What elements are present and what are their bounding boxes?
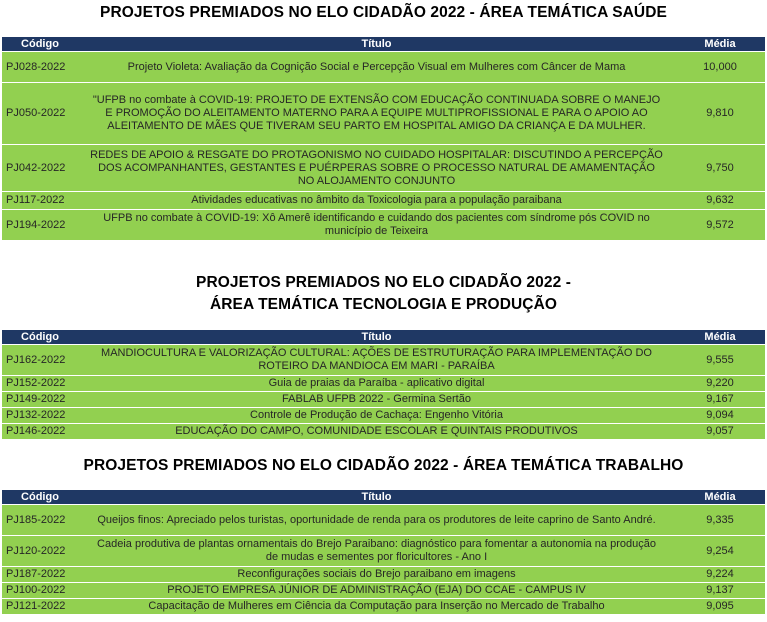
header-avg: Média [704, 38, 736, 50]
cell-code: PJ162-2022 [6, 353, 66, 366]
cell-avg: 9,254 [706, 544, 734, 557]
cell-code: PJ132-2022 [6, 409, 66, 421]
table-row [2, 52, 765, 83]
section-title-line: PROJETOS PREMIADOS NO ELO CIDADÃO 2022 - [196, 274, 571, 291]
cell-avg: 9,137 [706, 584, 734, 596]
cell-avg: 9,057 [706, 425, 734, 437]
table-row [2, 599, 765, 615]
cell-title: Guia de praias da Paraíba - aplicativo digital [268, 377, 485, 389]
cell-avg: 9,335 [706, 513, 734, 526]
cell-code: PJ121-2022 [6, 600, 66, 612]
cell-avg: 9,810 [706, 107, 734, 119]
section-title-saude [0, 2, 767, 24]
table-row [2, 145, 765, 192]
cell-code: PJ185-2022 [6, 513, 66, 526]
cell-avg: 9,220 [706, 377, 734, 389]
header-avg: Média [704, 331, 736, 343]
cell-title: "UFPB no combate à COVID-19: PROJETO DE EXTENSÃO COM EDUCAÇÃO CONTINUADA SOBRE O MANEJO E PROMOÇÃO DO ALEITAMENTO MATERNO PARA A EQUIPE MULTIPROFISSIONAL E PARA O APOIO AO ALEITAMENTO DE MÃES QUE TIVERAM SEU PARTO EM HOSPITAL AMIGO DA CRIANÇA E DA MULHER. [92, 94, 661, 132]
cell-avg: 10,000 [703, 60, 737, 73]
cell-title: Capacitação de Mulheres em Ciência da Computação para Inserção no Mercado de Trabalho [148, 600, 605, 612]
cell-avg: 9,094 [706, 409, 734, 421]
cell-avg: 9,632 [706, 194, 734, 206]
cell-code: PJ117-2022 [6, 194, 65, 206]
table-row [2, 583, 765, 599]
cell-avg: 9,555 [706, 353, 734, 366]
header-title: Título [361, 491, 392, 503]
cell-title: UFPB no combate à COVID-19: Xô Amerê identificando e cuidando dos pacientes com síndrome pós COVID no município de Teixeira [103, 212, 650, 237]
section-title-trabalho [0, 455, 767, 477]
table-header [2, 490, 765, 505]
cell-title: Cadeia produtiva de plantas ornamentais do Brejo Paraibano: diagnóstico para fomentar a autonomia na produção de mudas e sementes por floricultores - Ano I [97, 538, 656, 563]
cell-title: FABLAB UFPB 2022 - Germina Sertão [282, 393, 471, 405]
cell-code: PJ149-2022 [6, 393, 66, 405]
cell-code: PJ042-2022 [6, 161, 66, 174]
cell-avg: 9,095 [706, 600, 734, 612]
cell-title: Reconfigurações sociais do Brejo paraibano em imagens [237, 568, 516, 580]
cell-avg: 9,224 [706, 568, 734, 580]
table-trabalho [2, 490, 765, 615]
table-row [2, 192, 765, 210]
cell-code: PJ050-2022 [6, 107, 66, 119]
table-row [2, 536, 765, 567]
section-title-line: ÁREA TEMÁTICA TECNOLOGIA E PRODUÇÃO [209, 296, 558, 313]
table-header [2, 37, 765, 52]
section-title-line: PROJETOS PREMIADOS NO ELO CIDADÃO 2022 - ÁREA TEMÁTICA SAÚDE [100, 4, 667, 21]
cell-title: EDUCAÇÃO DO CAMPO, COMUNIDADE ESCOLAR E QUINTAIS PRODUTIVOS [175, 425, 578, 437]
table-row [2, 210, 765, 241]
cell-code: PJ187-2022 [6, 568, 66, 580]
section-title-tecnologia [0, 272, 767, 316]
cell-avg: 9,572 [706, 218, 734, 231]
cell-code: PJ146-2022 [6, 425, 66, 437]
cell-code: PJ120-2022 [6, 544, 66, 557]
table-row [2, 376, 765, 392]
cell-title: PROJETO EMPRESA JÚNIOR DE ADMINISTRAÇÃO (EJA) DO CCAE - CAMPUS IV [167, 584, 586, 596]
section-title-line: PROJETOS PREMIADOS NO ELO CIDADÃO 2022 - ÁREA TEMÁTICA TRABALHO [83, 457, 684, 474]
cell-avg: 9,167 [706, 393, 734, 405]
table-tecnologia [2, 330, 765, 440]
table-row [2, 505, 765, 536]
table-row [2, 83, 765, 145]
table-row [2, 392, 765, 408]
cell-code: PJ100-2022 [6, 584, 66, 596]
cell-code: PJ194-2022 [6, 218, 66, 231]
cell-title: REDES DE APOIO & RESGATE DO PROTAGONISMO NO CUIDADO HOSPITALAR: DISCUTINDO A PERCEPÇÃO DOS ACOMPANHANTES, GESTANTES E PUÉRPERAS SOBRE O PROCESSO NATURAL DE AMAMENTAÇÃO NO ALOJAMENTO CONJUNTO [90, 148, 663, 187]
cell-title: Controle de Produção de Cachaça: Engenho Vitória [250, 409, 503, 421]
header-title: Título [361, 331, 392, 343]
cell-title: Queijos finos: Apreciado pelos turistas, oportunidade de renda para os produtores de leite caprino de Santo André. [97, 513, 656, 526]
cell-code: PJ152-2022 [6, 377, 66, 389]
header-code: Código [21, 38, 59, 50]
header-code: Código [21, 331, 59, 343]
header-avg: Média [704, 491, 736, 503]
table-row [2, 567, 765, 583]
cell-title: MANDIOCULTURA E VALORIZAÇÃO CULTURAL: AÇÕES DE ESTRUTURAÇÃO PARA IMPLEMENTAÇÃO DO ROTEIRO DA MANDIOCA EM MARI - PARAÍBA [101, 347, 652, 372]
header-code: Código [21, 491, 59, 503]
cell-title: Atividades educativas no âmbito da Toxicologia para a população paraibana [191, 194, 562, 206]
cell-title: Projeto Violeta: Avaliação da Cognição Social e Percepção Visual em Mulheres com Câncer de Mama [127, 60, 626, 73]
cell-avg: 9,750 [706, 161, 734, 174]
header-title: Título [361, 38, 392, 50]
table-row [2, 424, 765, 440]
table-saude [2, 37, 765, 241]
table-header [2, 330, 765, 345]
table-row [2, 408, 765, 424]
cell-code: PJ028-2022 [6, 60, 66, 73]
table-row [2, 345, 765, 376]
